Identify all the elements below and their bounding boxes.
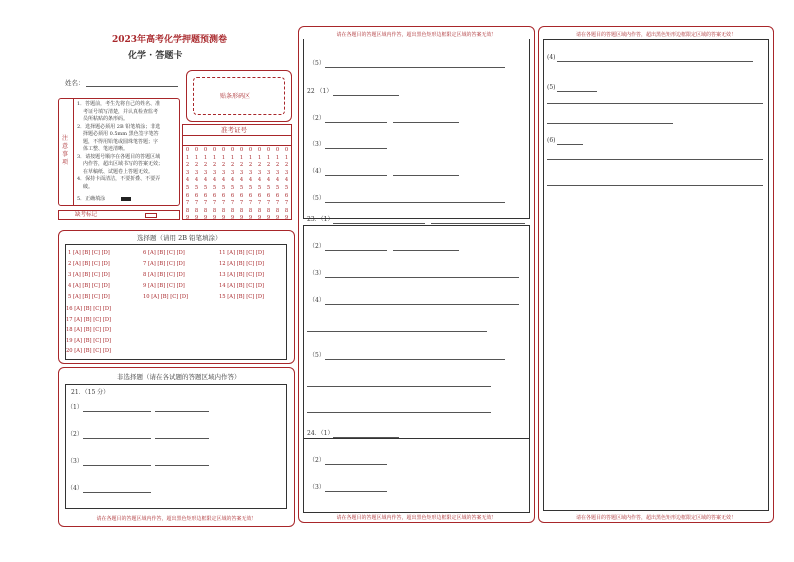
exam-digit[interactable]: 2 — [266, 162, 271, 169]
exam-digit[interactable]: 8 — [185, 207, 190, 214]
exam-digit[interactable]: 7 — [275, 200, 280, 207]
exam-digit[interactable]: 7 — [194, 200, 199, 207]
barcode-area — [186, 70, 292, 122]
exam-digit[interactable]: 5 — [239, 184, 244, 191]
exam-digit[interactable]: 4 — [257, 177, 262, 184]
exam-digit[interactable]: 3 — [221, 169, 226, 176]
q22-1-label: 22 （1） — [307, 88, 333, 95]
exam-digit[interactable]: 9 — [248, 215, 253, 222]
exam-digit[interactable]: 2 — [284, 162, 289, 169]
exam-digit[interactable]: 1 — [212, 154, 217, 161]
exam-digit[interactable]: 0 — [257, 147, 262, 153]
exam-digit[interactable]: 5 — [257, 184, 262, 191]
exam-number-label: 准考证号 — [221, 126, 247, 134]
q-6-label: (6) — [547, 137, 556, 144]
q21-3-answer-b[interactable] — [155, 465, 209, 466]
exam-digit[interactable]: 4 — [194, 177, 199, 184]
q-5-answer-a[interactable] — [557, 91, 597, 92]
exam-digit[interactable]: 1 — [284, 154, 289, 161]
exam-digit[interactable]: 3 — [212, 169, 217, 176]
exam-digit[interactable]: 3 — [203, 169, 208, 176]
exam-digit[interactable]: 1 — [230, 154, 235, 161]
nonmc-inner-box — [65, 384, 287, 509]
exam-digit[interactable]: 1 — [185, 154, 190, 161]
q21-1-label: （1） — [67, 404, 83, 411]
exam-digit[interactable]: 5 — [275, 184, 280, 191]
exam-digit[interactable]: 5 — [284, 184, 289, 191]
right-warning-top: 请在各题目的答题区域内作答，超出黑色矩形边框限定区域的答案无效！ — [575, 32, 736, 38]
q21-2-answer-b[interactable] — [155, 438, 209, 439]
mc-question-row[interactable]: 10 [A] [B] [C] [D] — [143, 294, 189, 300]
q23-1-answer-b[interactable] — [431, 223, 525, 224]
mc-section — [58, 230, 295, 364]
middle-inner-mid — [303, 225, 530, 439]
exam-digit[interactable]: 4 — [203, 177, 208, 184]
exam-digit[interactable]: 9 — [275, 215, 280, 222]
exam-digit[interactable]: 9 — [230, 215, 235, 222]
barcode-label: 贴条形码区 — [220, 93, 251, 100]
exam-digit[interactable]: 1 — [221, 154, 226, 161]
exam-digit[interactable]: 8 — [257, 207, 262, 214]
exam-digit[interactable]: 7 — [185, 200, 190, 207]
exam-digit[interactable]: 9 — [203, 215, 208, 222]
exam-digit[interactable]: 0 — [284, 147, 289, 153]
exam-digit[interactable]: 5 — [194, 184, 199, 191]
exam-digit[interactable]: 3 — [185, 169, 190, 176]
exam-digit[interactable]: 6 — [239, 192, 244, 199]
exam-digit[interactable]: 9 — [239, 215, 244, 222]
mc-question-row[interactable]: 13 [A] [B] [C] [D] — [219, 272, 265, 278]
q-6-answer-b[interactable] — [547, 159, 763, 160]
middle-warning-bottom: 请在各题目的答题区域内作答，超出黑色矩形边框限定区域的答案无效！ — [336, 515, 497, 521]
q21-2-label: （2） — [67, 431, 83, 438]
exam-number-column[interactable] — [229, 147, 237, 223]
absent-mark-label: 缺考标记 — [75, 212, 98, 218]
exam-digit[interactable]: 2 — [212, 162, 217, 169]
q23-4-answer-2[interactable] — [307, 331, 487, 332]
notice-side-label: 注意事项 — [62, 135, 69, 166]
exam-digit[interactable]: 3 — [266, 169, 271, 176]
exam-number-column[interactable] — [211, 147, 219, 223]
mc-question-row[interactable]: 16 [A] [B] [C] [D] — [66, 306, 112, 312]
exam-digit[interactable]: 7 — [257, 200, 262, 207]
exam-digit[interactable]: 0 — [194, 147, 199, 153]
exam-digit[interactable]: 7 — [203, 200, 208, 207]
exam-digit[interactable]: 9 — [266, 215, 271, 222]
exam-digit[interactable]: 9 — [212, 215, 217, 222]
right-warning-bottom: 请在各题目的答题区域内作答，超出黑色矩形边框限定区域的答案无效！ — [575, 515, 736, 521]
exam-number-column[interactable] — [220, 147, 228, 223]
exam-digit[interactable]: 3 — [275, 169, 280, 176]
q23-2-answer-a[interactable] — [325, 250, 387, 251]
exam-digit[interactable]: 2 — [257, 162, 262, 169]
exam-digit[interactable]: 6 — [266, 192, 271, 199]
exam-number-column[interactable] — [184, 147, 192, 223]
mc-question-row[interactable]: 19 [A] [B] [C] [D] — [66, 337, 112, 344]
exam-digit[interactable]: 0 — [230, 147, 235, 153]
mc-question-row[interactable]: 20 [A] [B] [C] [D] — [66, 348, 112, 354]
exam-number-column[interactable] — [283, 147, 291, 223]
mc-question-row[interactable]: 15 [A] [B] [C] [D] — [219, 294, 265, 300]
exam-number-column[interactable] — [202, 147, 210, 223]
exam-number-column[interactable] — [238, 147, 246, 223]
nonmc-section — [58, 367, 295, 527]
exam-digit[interactable]: 1 — [275, 154, 280, 161]
q24-3-label: （3） — [309, 484, 325, 491]
exam-digit[interactable]: 6 — [212, 192, 217, 199]
q23-1-label: 23．（1） — [307, 216, 334, 223]
exam-digit[interactable]: 0 — [266, 147, 271, 153]
q22-3-answer[interactable] — [325, 148, 387, 149]
mc-question-row[interactable]: 1 [A] [B] [C] [D] — [68, 250, 110, 256]
exam-digit[interactable]: 4 — [230, 177, 235, 184]
exam-digit[interactable]: 7 — [266, 200, 271, 207]
exam-digit[interactable]: 3 — [248, 169, 253, 176]
exam-digit[interactable]: 7 — [221, 200, 226, 207]
middle-inner-top — [303, 39, 530, 219]
exam-digit[interactable]: 7 — [284, 200, 289, 207]
exam-digit[interactable]: 6 — [257, 192, 262, 199]
mc-question-row[interactable]: 9 [A] [B] [C] [D] — [143, 283, 185, 289]
exam-digit[interactable]: 8 — [194, 207, 199, 214]
q-6-answer-a[interactable] — [557, 144, 583, 145]
q21-1-answer-a[interactable] — [83, 411, 151, 412]
middle-section — [298, 26, 535, 523]
q24-2-answer[interactable] — [325, 464, 387, 465]
exam-digit[interactable]: 6 — [194, 192, 199, 199]
exam-digit[interactable]: 8 — [212, 207, 217, 214]
q22-4-answer-a[interactable] — [325, 175, 387, 176]
exam-digit[interactable]: 1 — [257, 154, 262, 161]
right-inner — [543, 39, 769, 511]
name-label: 姓名： — [65, 79, 85, 87]
mc-question-row[interactable]: 11 [A] [B] [C] [D] — [219, 250, 265, 256]
exam-digit[interactable]: 3 — [257, 169, 262, 176]
q22-2-answer-b[interactable] — [393, 122, 459, 123]
mc-title: 选择题（请用 2B 铅笔填涂） — [137, 234, 222, 242]
exam-digit[interactable]: 7 — [230, 200, 235, 207]
q22-2-answer-a[interactable] — [325, 122, 387, 123]
exam-digit[interactable]: 1 — [239, 154, 244, 161]
name-field[interactable] — [86, 86, 178, 87]
mc-question-row[interactable]: 5 [A] [B] [C] [D] — [68, 294, 110, 300]
q24-1-label: 24．（1） — [307, 430, 334, 437]
q23-4-label: （4） — [309, 297, 325, 304]
page-subtitle: 化学 · 答题卡 — [128, 51, 183, 61]
exam-digit[interactable]: 1 — [266, 154, 271, 161]
exam-digit[interactable]: 3 — [230, 169, 235, 176]
exam-digit[interactable]: 4 — [266, 177, 271, 184]
exam-digit[interactable]: 2 — [185, 162, 190, 169]
exam-digit[interactable]: 9 — [257, 215, 262, 222]
exam-digit[interactable]: 5 — [221, 184, 226, 191]
exam-digit[interactable]: 2 — [230, 162, 235, 169]
exam-digit[interactable]: 3 — [239, 169, 244, 176]
q22-3-label: （3） — [309, 141, 325, 148]
q-4-answer[interactable] — [557, 61, 753, 62]
exam-digit[interactable]: 4 — [212, 177, 217, 184]
mc-question-row[interactable]: 3 [A] [B] [C] [D] — [68, 272, 110, 278]
exam-digit[interactable]: 1 — [248, 154, 253, 161]
exam-digit[interactable]: 0 — [212, 147, 217, 153]
q21-1-answer-b[interactable] — [155, 411, 209, 412]
mc-question-row[interactable]: 12 [A] [B] [C] [D] — [219, 261, 265, 267]
exam-digit[interactable]: 4 — [284, 177, 289, 184]
absent-mark-box — [58, 210, 180, 220]
q23-5-label: （5） — [309, 352, 325, 359]
exam-digit[interactable]: 7 — [248, 200, 253, 207]
mc-question-row[interactable]: 6 [A] [B] [C] [D] — [143, 250, 185, 256]
q21-4-label: （4） — [67, 485, 83, 492]
mc-question-row[interactable]: 14 [A] [B] [C] [D] — [219, 283, 265, 289]
exam-digit[interactable]: 4 — [239, 177, 244, 184]
q22-5-answer[interactable] — [325, 202, 505, 203]
exam-digit[interactable]: 3 — [284, 169, 289, 176]
exam-digit[interactable]: 6 — [248, 192, 253, 199]
mc-question-row[interactable]: 8 [A] [B] [C] [D] — [143, 272, 185, 278]
q23-5-answer-3[interactable] — [307, 412, 491, 413]
q23-2-label: （2） — [309, 243, 325, 250]
exam-digit[interactable]: 6 — [221, 192, 226, 199]
exam-digit[interactable]: 2 — [203, 162, 208, 169]
exam-number-column[interactable] — [256, 147, 264, 223]
exam-number-column[interactable] — [247, 147, 255, 223]
exam-digit[interactable]: 8 — [275, 207, 280, 214]
q22-1-answer[interactable] — [333, 95, 399, 96]
q24-1-answer[interactable] — [333, 437, 399, 438]
exam-digit[interactable]: 4 — [248, 177, 253, 184]
q21-label: 21．（15 分） — [71, 389, 110, 396]
exam-digit[interactable]: 1 — [194, 154, 199, 161]
q24-2-label: （2） — [309, 457, 325, 464]
exam-digit[interactable]: 6 — [203, 192, 208, 199]
exam-digit[interactable]: 6 — [275, 192, 280, 199]
q24-3-answer[interactable] — [325, 491, 387, 492]
q23-3-label: （3） — [309, 270, 325, 277]
exam-digit[interactable]: 5 — [230, 184, 235, 191]
q-6-answer-c[interactable] — [547, 185, 763, 186]
right-section — [538, 26, 774, 523]
exam-digit[interactable]: 5 — [248, 184, 253, 191]
exam-digit[interactable]: 8 — [221, 207, 226, 214]
q22-5-label: （5） — [309, 195, 325, 202]
exam-digit[interactable]: 3 — [194, 169, 199, 176]
exam-digit[interactable]: 2 — [248, 162, 253, 169]
exam-digit[interactable]: 1 — [203, 154, 208, 161]
mc-question-row[interactable]: 7 [A] [B] [C] [D] — [143, 261, 185, 267]
exam-digit[interactable]: 8 — [230, 207, 235, 214]
exam-digit[interactable]: 7 — [212, 200, 217, 207]
exam-digit[interactable]: 8 — [266, 207, 271, 214]
notice-box: 注意事项 1．答题前，考生先将自己的姓名、准 考证号填写清楚，并认真检查监考 员所粘贴的条形码。 2．选择题必须用 2B 铅笔填涂；非选 择题必须用 0.5mm 黑色签字笔答 题，不得用铅笔或圆珠笔答题；字 体工整、笔迹清晰。 3．请按题号顺序在各题目的答题区域 内作答，超出区域书写的答案无效； 在草稿纸、试题卷上答题无效。 4．保持卡面清洁，不要折叠、不要弄 破。 5．正确填涂 — [58, 98, 180, 206]
nonmc-warning: 请在各题目的答题区域内作答，超出黑色矩形边框限定区域的答案无效！ — [96, 516, 257, 522]
exam-digit[interactable]: 5 — [212, 184, 217, 191]
exam-digit[interactable]: 9 — [284, 215, 289, 222]
exam-digit[interactable]: 0 — [239, 147, 244, 153]
q23-3-answer[interactable] — [325, 277, 519, 278]
exam-digit[interactable]: 9 — [221, 215, 226, 222]
exam-digit[interactable]: 2 — [275, 162, 280, 169]
mc-question-row[interactable]: 17 [A] [B] [C] [D] — [66, 316, 112, 323]
exam-digit[interactable]: 8 — [203, 207, 208, 214]
exam-number-column[interactable] — [274, 147, 282, 223]
exam-digit[interactable]: 0 — [275, 147, 280, 153]
q20-5-label: （5） — [309, 60, 325, 67]
exam-digit[interactable]: 2 — [221, 162, 226, 169]
nonmc-title: 非选择题（请在各试题的答题区域内作答） — [117, 373, 241, 381]
exam-number-columns[interactable] — [183, 147, 291, 222]
exam-digit[interactable]: 9 — [194, 215, 199, 222]
mc-question-row[interactable]: 4 [A] [B] [C] [D] — [68, 283, 110, 289]
q23-5-answer[interactable] — [325, 359, 505, 360]
exam-digit[interactable]: 5 — [203, 184, 208, 191]
q23-4-answer[interactable] — [325, 304, 519, 305]
exam-digit[interactable]: 0 — [248, 147, 253, 153]
q23-1-answer-a[interactable] — [333, 223, 425, 224]
q22-2-label: （2） — [309, 115, 325, 122]
exam-digit[interactable]: 6 — [284, 192, 289, 199]
mc-question-row[interactable]: 18 [A] [B] [C] [D] — [66, 327, 112, 333]
q23-5-answer-2[interactable] — [307, 386, 491, 387]
exam-digit[interactable]: 0 — [203, 147, 208, 153]
exam-digit[interactable]: 4 — [185, 177, 190, 184]
exam-digit[interactable]: 8 — [284, 207, 289, 214]
exam-digit[interactable]: 4 — [221, 177, 226, 184]
exam-digit[interactable]: 0 — [221, 147, 226, 153]
q22-4-answer-b[interactable] — [393, 175, 459, 176]
page-title: 2023年高考化学押题预测卷 — [112, 35, 228, 45]
exam-digit[interactable]: 0 — [185, 147, 190, 153]
q-4-label: (4) — [547, 54, 556, 61]
q20-5-answer[interactable] — [325, 67, 505, 68]
exam-digit[interactable]: 2 — [194, 162, 199, 169]
q-5-answer-b[interactable] — [547, 103, 763, 104]
middle-warning-top: 请在各题目的答题区域内作答，超出黑色矩形边框限定区域的答案无效！ — [336, 32, 497, 38]
absent-mark-checkbox[interactable] — [145, 213, 157, 218]
exam-digit[interactable]: 6 — [185, 192, 190, 199]
mc-question-row[interactable]: 2 [A] [B] [C] [D] — [68, 261, 110, 267]
exam-digit[interactable]: 7 — [239, 200, 244, 207]
exam-digit[interactable]: 8 — [248, 207, 253, 214]
exam-digit[interactable]: 5 — [185, 184, 190, 191]
exam-number-column[interactable] — [193, 147, 201, 223]
q21-4-answer[interactable] — [83, 492, 151, 493]
exam-digit[interactable]: 4 — [275, 177, 280, 184]
q21-2-answer-a[interactable] — [83, 438, 151, 439]
q-5-label: (5) — [547, 84, 556, 91]
q22-4-label: （4） — [309, 168, 325, 175]
q-5-answer-c[interactable] — [547, 123, 673, 124]
q21-3-answer-a[interactable] — [83, 465, 151, 466]
filled-mark-sample — [121, 197, 131, 201]
exam-digit[interactable]: 9 — [185, 215, 190, 222]
q21-3-label: （3） — [67, 458, 83, 465]
exam-digit[interactable]: 2 — [239, 162, 244, 169]
exam-digit[interactable]: 6 — [230, 192, 235, 199]
exam-number-column[interactable] — [265, 147, 273, 223]
exam-digit[interactable]: 5 — [266, 184, 271, 191]
exam-number-grid — [182, 124, 292, 220]
exam-digit[interactable]: 8 — [239, 207, 244, 214]
q23-2-answer-b[interactable] — [393, 250, 459, 251]
